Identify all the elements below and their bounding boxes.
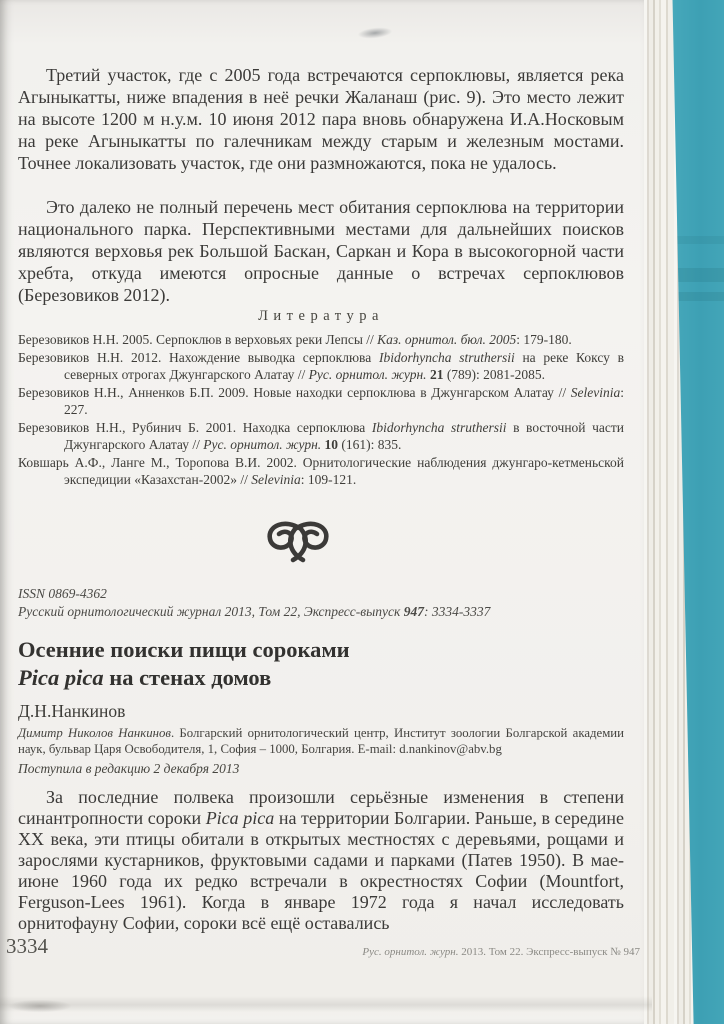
article-title-line1: Осенние поиски пищи сороками [18,637,350,662]
journal-issue-line: Русский орнитологический журнал 2013, Том 22, Экспресс-выпуск 947: 3334-3337 [18,604,491,619]
reference-item: Березовиков Н.Н. 2005. Серпоклюв в верховьях реки Лепсы // Каз. орнитол. бюл. 2005: 179-180. [18,332,572,347]
paragraph-third-site: Третий участок, где с 2005 года встречаются серпоклювы, является река Агыныкатты, ниже впадения в неё речки Жаланаш (рис. 9). Это место лежит на высоте 1200 м н.у.м. 10 июня 2012 пара вновь обнаружена И.А.Носковым на реке Агыныкатты по галечникам между старым и железным мостами. Точнее локализовать участок, где они размножаются, пока не удалось. [18,65,624,173]
page-bottom-shadow [0,996,652,1012]
article-title-line2: Pica pica на стенах домов [18,665,272,690]
received-date-line: Поступила в редакцию 2 декабря 2013 [18,761,240,776]
running-footer: Рус. орнитол. журн. 2013. Том 22. Экспресс-выпуск № 947 [362,946,640,958]
author-affiliation: Димитр Николов Нанкинов. Болгарский орнитологический центр, Институт зоологии Болгарской академии наук, бульвар Царя Освободителя, 1, София – 1000, Болгария. E-mail: d.nankinov@abv.bg [18,726,625,756]
literature-heading: Литература [258,308,384,324]
section-divider [18,520,624,571]
scroll-flourish-icon [255,520,387,566]
article-first-paragraph: За последние полвека произошли серьёзные изменения в степени синантропности сороки Pica pica на территории Болгарии. Раньше, в середине XX века, эти птицы обитали в открытых местностях с деревьями, рощами и зарослями кустарников, фруктовыми садами и парками (Патев 1950). В мае-июне 1960 года их редко встречали в окрестностях Софии (Mountfort, Ferguson-Lees 1961). Когда в январе 1972 года я начал исследовать орнитофауну Софии, сороки всё ещё оставались [18,787,624,933]
scan-smudge [0,998,80,1014]
reference-item: Березовиков Н.Н., Анненков Б.П. 2009. Новые находки серпоклюва в Джунгарском Алатау // Selevinia: 227. [18,384,624,417]
reference-item: Березовиков Н.Н., Рубинич Б. 2001. Находка серпоклюва Ibidorhyncha struthersii в восточной части Джунгарского Алатау // Рус. орнитол. журн. 10 (161): 835. [18,419,625,452]
article-author: Д.Н.Нанкинов [18,701,126,721]
paragraph-habitat-summary: Это далеко не полный перечень мест обитания серпоклюва на территории национального парка. Перспективными местами для дальнейших поисков являются верховья рек Большой Баскан, Саркан и Кора в высокогорной части хребта, откуда имеются опросные данные о встречах серпоклювов (Березовиков 2012). [18,197,624,305]
issn-line: ISSN 0869-4362 [18,586,107,601]
page-number: 3334 [6,934,48,958]
reference-list [18,331,624,489]
reference-item: Березовиков Н.Н. 2012. Нахождение выводка серпоклюва Ibidorhyncha struthersii на реке Коксу в северных отрогах Джунгарского Алатау // Рус. орнитол. журн. 21 (789): 2081-2085. [18,349,625,382]
reference-item: Ковшарь А.Ф., Ланге М., Торопова В.И. 2002. Орнитологические наблюдения джунгаро-кетменьской экспедиции «Казахстан-2002» // Selevinia: 109-121. [18,454,624,487]
